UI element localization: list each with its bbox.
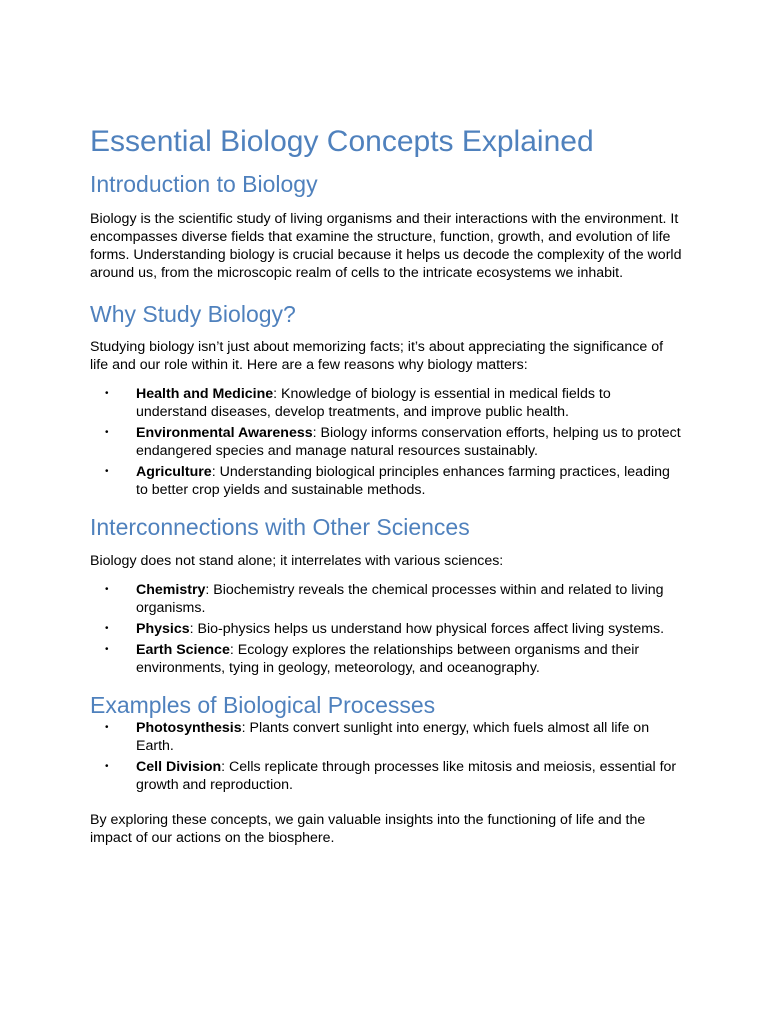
list-item-term: Photosynthesis	[136, 720, 242, 736]
bullet-icon: •	[105, 584, 109, 595]
list-item-term: Health and Medicine	[136, 386, 274, 402]
list-item-term: Chemistry	[136, 582, 206, 598]
list-item-text: : Knowledge of biology is essential in medical fields to understand diseases, develop treatments, and improve public health.	[136, 386, 611, 420]
list-item-text: : Bio-physics helps us understand how physical forces affect living systems.	[189, 621, 665, 637]
list-item-term: Environmental Awareness	[136, 425, 313, 441]
list-item-text: : Biochemistry reveals the chemical processes within and related to living organisms.	[136, 582, 664, 616]
list-item-text: : Plants convert sunlight into energy, which fuels almost all life on Earth.	[136, 720, 650, 754]
section-heading-introduction: Introduction to Biology	[90, 171, 318, 197]
section-heading-interconnections: Interconnections with Other Sciences	[90, 514, 470, 540]
list-item	[90, 385, 682, 421]
bullet-icon: •	[105, 388, 109, 399]
document-body	[90, 124, 682, 847]
bullet-icon: •	[105, 623, 109, 634]
list-item-term: Cell Division	[136, 759, 222, 775]
closing-paragraph: By exploring these concepts, we gain valuable insights into the functioning of life and the impact of our actions on the biosphere.	[90, 812, 646, 846]
list-item-term: Physics	[136, 621, 190, 637]
list-item-text: : Ecology explores the relationships between organisms and their environments, tying in geology, meteorology, and oceanography.	[136, 642, 640, 676]
bullet-icon: •	[105, 722, 109, 733]
list-item	[90, 424, 682, 460]
interconnections-paragraph: Biology does not stand alone; it interrelates with various sciences:	[90, 553, 504, 569]
bullet-icon: •	[105, 427, 109, 438]
list-item-term: Agriculture	[136, 464, 212, 480]
bullet-icon: •	[105, 644, 109, 655]
section-heading-why-study: Why Study Biology?	[90, 301, 296, 327]
list-item	[90, 719, 682, 755]
interconnections-list	[90, 581, 682, 677]
why-study-paragraph: Studying biology isn’t just about memorizing facts; it’s about appreciating the significance of life and our role within it. Here are a few reasons why biology matters:	[90, 339, 664, 373]
list-item-text: : Cells replicate through processes like mitosis and meiosis, essential for growth and reproduction.	[136, 759, 677, 793]
examples-list	[90, 719, 682, 794]
list-item-text: : Understanding biological principles enhances farming practices, leading to better crop yields and sustainable methods.	[136, 464, 670, 498]
bullet-icon: •	[105, 466, 109, 477]
list-item-term: Earth Science	[136, 642, 230, 658]
list-item	[90, 641, 682, 677]
introduction-paragraph: Biology is the scientific study of living organisms and their interactions with the environment. It encompasses diverse fields that examine the structure, function, growth, and evolution of life forms. Understanding biology is crucial because it helps us decode the complexity of the world around us, from the microscopic realm of cells to the intricate ecosystems we inhabit.	[90, 211, 682, 281]
list-item	[90, 581, 682, 617]
why-study-list	[90, 385, 682, 499]
list-item	[90, 463, 682, 499]
list-item	[90, 758, 682, 794]
list-item-text: : Biology informs conservation efforts, helping us to protect endangered species and manage natural resources sustainably.	[136, 425, 681, 459]
document-title: Essential Biology Concepts Explained	[90, 125, 594, 158]
list-item	[90, 620, 682, 638]
section-heading-examples: Examples of Biological Processes	[90, 692, 436, 718]
bullet-icon: •	[105, 761, 109, 772]
